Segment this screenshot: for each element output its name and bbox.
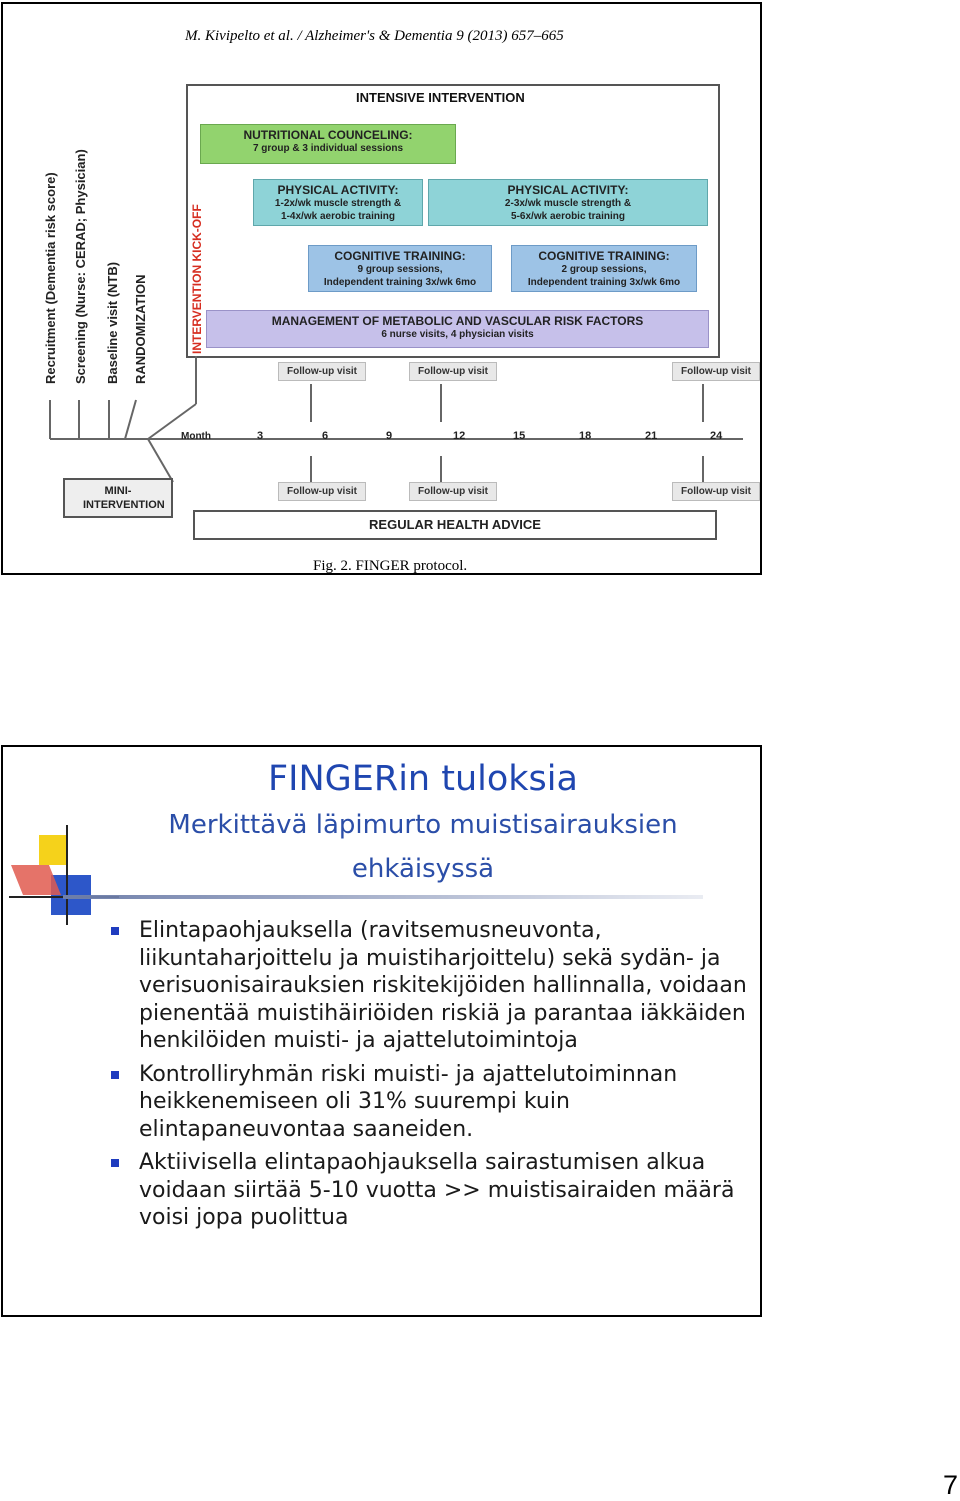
physical-activity-line: 1-2x/wk muscle strength & <box>274 198 402 209</box>
cognitive-training-line: 2 group sessions, <box>561 264 647 275</box>
month-tick: 3 <box>257 430 264 442</box>
slide-subtitle-line: ehkäisyssä <box>351 854 495 884</box>
figure-citation: M. Kivipelto et al. / Alzheimer's & Dementia 9 (2013) 657–665 <box>185 28 564 44</box>
nutritional-counseling-title: NUTRITIONAL COUNCELING: <box>243 128 413 142</box>
risk-factor-management-detail: 6 nurse visits, 4 physician visits <box>381 329 534 340</box>
follow-up-visit-label: Follow-up visit <box>409 362 497 381</box>
follow-up-visit-label: Follow-up visit <box>672 362 760 381</box>
follow-up-visit-label: Follow-up visit <box>672 482 760 501</box>
nutritional-counseling-detail: 7 group & 3 individual sessions <box>252 143 404 154</box>
month-tick: 21 <box>645 430 658 442</box>
physical-activity-title: PHYSICAL ACTIVITY: <box>277 183 399 197</box>
physical-activity-line: 2-3x/wk muscle strength & <box>504 198 632 209</box>
month-tick: 15 <box>513 430 526 442</box>
square-bullet-icon <box>111 1159 119 1167</box>
cognitive-training-line: 9 group sessions, <box>357 264 443 275</box>
step-recruitment-label: Recruitment (Dementia risk score) <box>43 172 58 384</box>
finger-protocol-slide <box>1 2 762 575</box>
results-bullet-list <box>109 917 749 1238</box>
cognitive-training-line: Independent training 3x/wk 6mo <box>527 277 681 288</box>
mini-intervention-box: MINI-INTERVENTION <box>63 478 173 518</box>
month-tick: 9 <box>386 430 393 442</box>
step-screening-label: Screening (Nurse: CERAD; Physician) <box>73 149 88 384</box>
month-tick: 12 <box>453 430 466 442</box>
bullet-text: Kontrolliryhmän riski muisti- ja ajattelutoiminnan heikkenemiseen oli 31% suurempi kuin elintapaneuvontaa saaneiden. <box>139 1061 678 1142</box>
bullet-text: Aktiivisella elintapaohjauksella sairastumisen alkua voidaan siirtää 5-10 vuotta >> muistisairaiden määrä voisi jopa puolittua <box>139 1150 735 1230</box>
regular-health-advice-box <box>193 510 717 540</box>
list-item <box>109 1149 749 1232</box>
cognitive-training-title: COGNITIVE TRAINING: <box>334 249 466 263</box>
month-axis-label: Month <box>181 431 211 442</box>
figure-caption: Fig. 2. FINGER protocol. <box>313 558 468 574</box>
slide-title: FINGERin tuloksia <box>268 759 578 799</box>
intensive-intervention-title: INTENSIVE INTERVENTION <box>356 90 525 105</box>
cognitive-training-title: COGNITIVE TRAINING: <box>538 249 670 263</box>
page-number: 7 <box>942 1470 958 1500</box>
slide-subtitle-line: Merkittävä läpimurto muistisairauksien <box>168 810 678 840</box>
list-item <box>109 917 749 1055</box>
cognitive-training-line: Independent training 3x/wk 6mo <box>323 277 477 288</box>
month-tick: 6 <box>322 430 329 442</box>
square-bullet-icon <box>111 1071 119 1079</box>
follow-up-visit-label: Follow-up visit <box>409 482 497 501</box>
follow-up-visit-label: Follow-up visit <box>278 362 366 381</box>
physical-activity-line: 5-6x/wk aerobic training <box>511 211 625 222</box>
step-baseline-label: Baseline visit (NTB) <box>105 261 120 384</box>
step-randomization-label: RANDOMIZATION <box>133 274 148 384</box>
list-item <box>109 1061 749 1144</box>
physical-activity-title: PHYSICAL ACTIVITY: <box>507 183 629 197</box>
month-tick: 18 <box>579 430 592 442</box>
follow-up-visit-label: Follow-up visit <box>278 482 366 501</box>
intervention-kickoff-label: INTERVENTION KICK-OFF <box>190 204 204 354</box>
decorative-squares <box>9 825 119 925</box>
risk-factor-management-title: MANAGEMENT OF METABOLIC AND VASCULAR RISK FACTORS <box>271 314 644 328</box>
title-divider <box>63 895 703 899</box>
slide-subtitle <box>153 803 693 891</box>
square-bullet-icon <box>111 927 119 935</box>
regular-health-advice-label: REGULAR HEALTH ADVICE <box>369 517 541 532</box>
month-tick: 24 <box>710 430 723 442</box>
physical-activity-line: 1-4x/wk aerobic training <box>281 211 395 222</box>
bullet-text: Elintapaohjauksella (ravitsemusneuvonta, liikuntaharjoittelu ja muistiharjoittelu) sekä sydän- ja verisuonisairauksien riskitekijöiden hallinnalla, voidaan pienentää muistihäiriöiden riskiä ja parantaa iäkkäiden henkilöiden muisti- ja ajattelutoimintoja <box>139 918 747 1053</box>
finger-results-slide <box>1 745 762 1317</box>
